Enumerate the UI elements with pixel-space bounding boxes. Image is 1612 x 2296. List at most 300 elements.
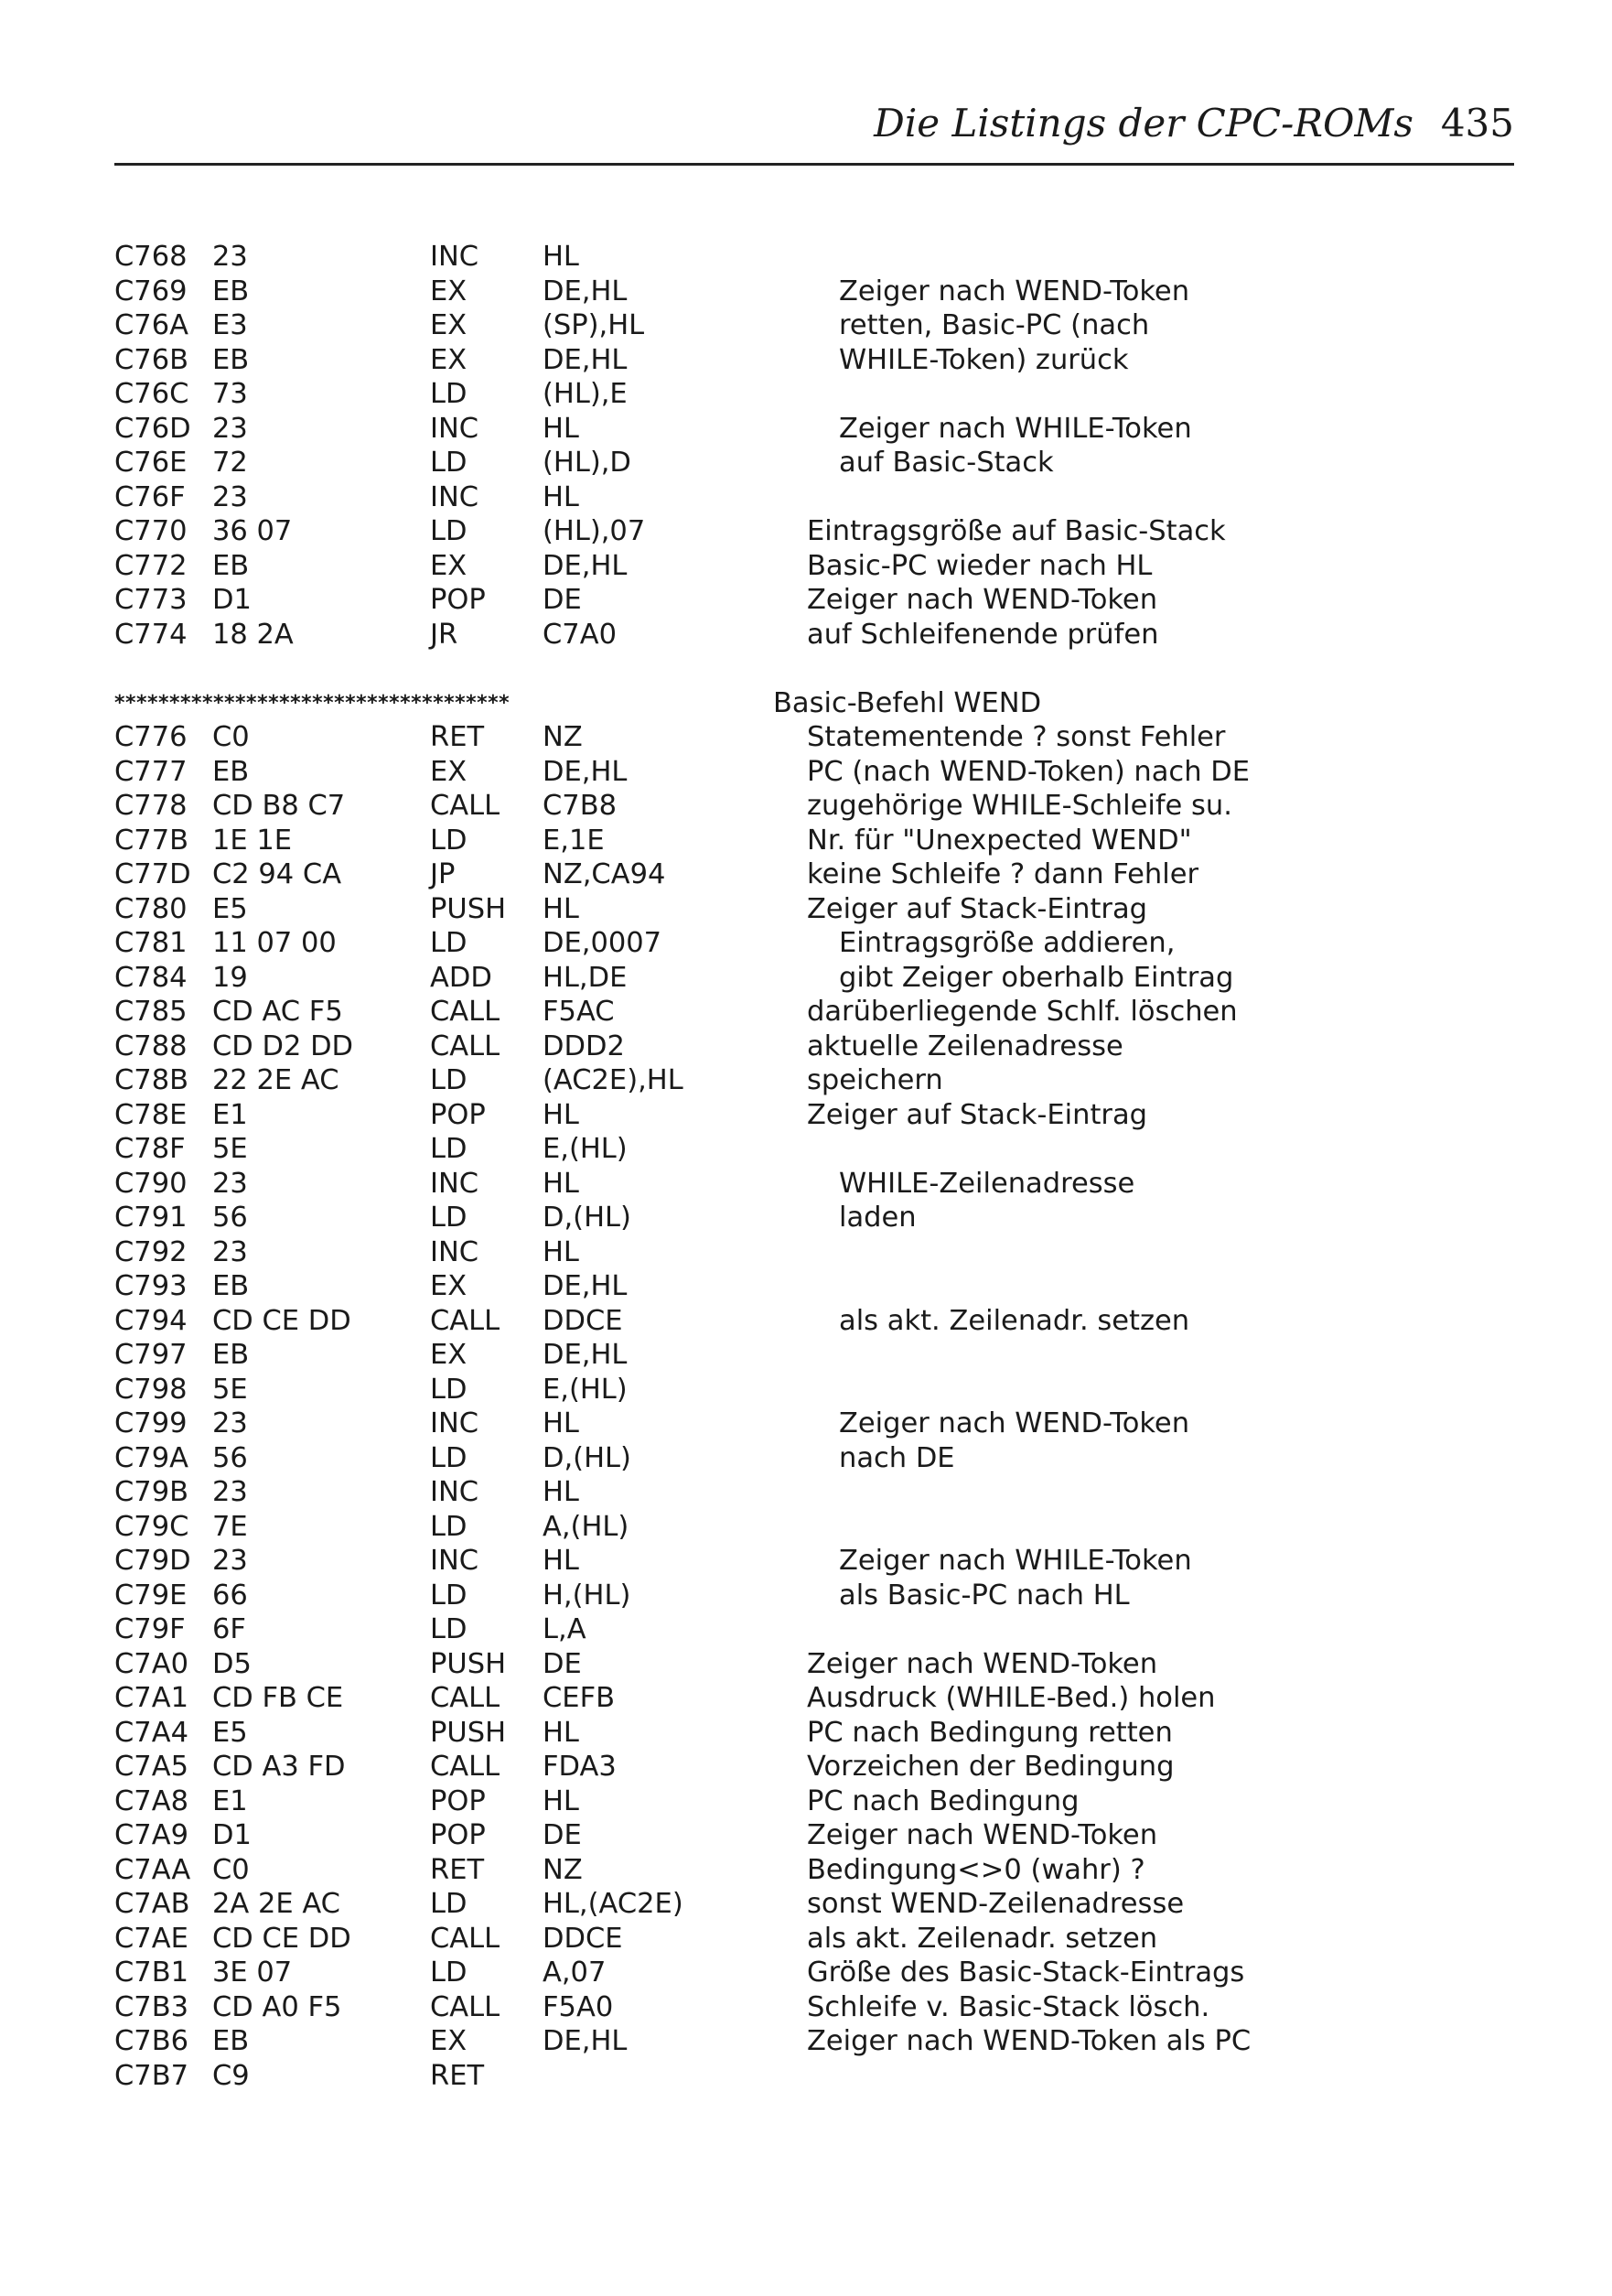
- address: C7A1: [114, 1682, 188, 1714]
- operand: HL: [543, 1407, 579, 1439]
- listing-row: [114, 308, 1542, 343]
- comment: darüberliegende Schlf. löschen: [807, 996, 1238, 1028]
- address: C78B: [114, 1064, 189, 1096]
- opcode-bytes: 2A 2E AC: [212, 1888, 340, 1920]
- header-rule: [114, 163, 1514, 166]
- operand: HL: [543, 241, 579, 273]
- mnemonic: RET: [430, 2059, 485, 2092]
- mnemonic: LD: [430, 1613, 467, 1645]
- operand: NZ: [543, 1853, 583, 1886]
- address: C7A8: [114, 1784, 188, 1817]
- operand: (SP),HL: [543, 309, 645, 341]
- comment: Vorzeichen der Bedingung: [807, 1751, 1175, 1783]
- listing-row: [114, 1441, 1542, 1476]
- opcode-bytes: EB: [212, 1270, 250, 1302]
- opcode-bytes: C0: [212, 1853, 250, 1886]
- opcode-bytes: CD B8 C7: [212, 790, 346, 822]
- mnemonic: JP: [430, 858, 456, 890]
- address: C768: [114, 241, 188, 273]
- comment: Zeiger nach WHILE-Token: [839, 1545, 1192, 1577]
- mnemonic: PUSH: [430, 892, 507, 925]
- mnemonic: INC: [430, 1476, 479, 1508]
- operand: (HL),D: [543, 447, 631, 479]
- operand: DE,HL: [543, 1270, 628, 1302]
- comment: Eintragsgröße auf Basic-Stack: [807, 515, 1226, 547]
- mnemonic: PUSH: [430, 1647, 507, 1680]
- mnemonic: LD: [430, 515, 467, 547]
- address: C78E: [114, 1098, 188, 1131]
- listing-row: [114, 926, 1542, 961]
- listing-row: [114, 1612, 1542, 1647]
- operand: D,(HL): [543, 1202, 631, 1234]
- mnemonic: INC: [430, 1167, 479, 1200]
- opcode-bytes: C2 94 CA: [212, 858, 342, 890]
- address: C774: [114, 618, 188, 651]
- mnemonic: EX: [430, 1339, 467, 1371]
- address: C7AE: [114, 1922, 188, 1955]
- listing-row: [114, 1269, 1542, 1304]
- listing-row: [114, 720, 1542, 755]
- mnemonic: INC: [430, 1235, 479, 1268]
- address: C797: [114, 1339, 188, 1371]
- mnemonic: LD: [430, 1441, 467, 1474]
- opcode-bytes: D1: [212, 584, 252, 616]
- opcode-bytes: E5: [212, 1716, 248, 1749]
- mnemonic: POP: [430, 1098, 486, 1131]
- listing-row: [114, 1956, 1542, 1990]
- operand: HL: [543, 480, 579, 513]
- mnemonic: POP: [430, 1784, 486, 1817]
- operand: A,(HL): [543, 1510, 629, 1543]
- listing-row: [114, 1922, 1542, 1956]
- comment: speichern: [807, 1064, 943, 1096]
- comment: auf Basic-Stack: [839, 447, 1054, 479]
- listing-block-wend: [114, 720, 1542, 2093]
- opcode-bytes: E1: [212, 1098, 248, 1131]
- mnemonic: LD: [430, 927, 467, 959]
- mnemonic: LD: [430, 1888, 467, 1920]
- listing-row: [114, 343, 1542, 378]
- opcode-bytes: 56: [212, 1202, 248, 1234]
- opcode-bytes: CD CE DD: [212, 1304, 351, 1337]
- operand: CEFB: [543, 1682, 616, 1714]
- opcode-bytes: EB: [212, 275, 250, 307]
- operand: NZ: [543, 721, 583, 753]
- mnemonic: CALL: [430, 1029, 500, 1062]
- operand: DE,HL: [543, 2025, 628, 2057]
- section-title: Basic-Befehl WEND: [773, 686, 1042, 719]
- address: C7A0: [114, 1647, 188, 1680]
- operand: E,(HL): [543, 1373, 628, 1406]
- operand: (HL),E: [543, 378, 628, 410]
- address: C7B3: [114, 1990, 189, 2023]
- address: C791: [114, 1202, 188, 1234]
- operand: DE,HL: [543, 275, 628, 307]
- address: C7B6: [114, 2025, 189, 2057]
- listing-block-while: [114, 240, 1542, 652]
- opcode-bytes: 7E: [212, 1510, 248, 1543]
- comment: Eintragsgröße addieren,: [839, 927, 1176, 959]
- opcode-bytes: D5: [212, 1647, 252, 1680]
- assembly-listing: [114, 240, 1542, 2093]
- address: C781: [114, 927, 188, 959]
- listing-row: [114, 1063, 1542, 1098]
- comment: Größe des Basic-Stack-Eintrags: [807, 1956, 1245, 1989]
- operand: HL,DE: [543, 961, 628, 994]
- comment: PC nach Bedingung retten: [807, 1716, 1173, 1749]
- address: C79F: [114, 1613, 186, 1645]
- comment: als akt. Zeilenadr. setzen: [839, 1304, 1190, 1337]
- comment: zugehörige WHILE-Schleife su.: [807, 790, 1232, 822]
- opcode-bytes: C9: [212, 2059, 250, 2092]
- address: C79E: [114, 1579, 188, 1612]
- mnemonic: LD: [430, 1373, 467, 1406]
- operand: F5AC: [543, 996, 615, 1028]
- operand: F5A0: [543, 1990, 614, 2023]
- opcode-bytes: 18 2A: [212, 618, 294, 651]
- mnemonic: CALL: [430, 790, 500, 822]
- page-number: 435: [1440, 101, 1514, 146]
- listing-row: [114, 618, 1542, 652]
- operand: A,07: [543, 1956, 607, 1989]
- mnemonic: LD: [430, 1956, 467, 1989]
- opcode-bytes: 23: [212, 412, 248, 445]
- opcode-bytes: 23: [212, 241, 248, 273]
- mnemonic: EX: [430, 549, 467, 582]
- listing-row: [114, 1853, 1542, 1888]
- operand: E,(HL): [543, 1133, 628, 1165]
- opcode-bytes: E1: [212, 1784, 248, 1817]
- mnemonic: LD: [430, 1510, 467, 1543]
- operand: (HL),07: [543, 515, 646, 547]
- opcode-bytes: 73: [212, 378, 248, 410]
- mnemonic: CALL: [430, 1990, 500, 2023]
- operand: DE: [543, 584, 582, 616]
- address: C7B7: [114, 2059, 189, 2092]
- listing-row: [114, 412, 1542, 447]
- opcode-bytes: EB: [212, 755, 250, 788]
- opcode-bytes: E5: [212, 892, 248, 925]
- mnemonic: EX: [430, 2025, 467, 2057]
- operand: DE,HL: [543, 343, 628, 376]
- operand: H,(HL): [543, 1579, 631, 1612]
- opcode-bytes: 3E 07: [212, 1956, 293, 1989]
- opcode-bytes: 23: [212, 480, 248, 513]
- opcode-bytes: E3: [212, 309, 248, 341]
- listing-row: [114, 1407, 1542, 1441]
- comment: retten, Basic-PC (nach: [839, 309, 1150, 341]
- address: C792: [114, 1235, 188, 1268]
- operand: DE,0007: [543, 927, 662, 959]
- mnemonic: EX: [430, 755, 467, 788]
- mnemonic: CALL: [430, 1682, 500, 1714]
- comment: keine Schleife ? dann Fehler: [807, 858, 1199, 890]
- opcode-bytes: 36 07: [212, 515, 293, 547]
- comment: Statementende ? sonst Fehler: [807, 721, 1226, 753]
- address: C794: [114, 1304, 188, 1337]
- listing-row: [114, 1098, 1542, 1133]
- listing-row: [114, 1338, 1542, 1373]
- listing-row: [114, 995, 1542, 1029]
- mnemonic: CALL: [430, 1922, 500, 1955]
- listing-row: [114, 1681, 1542, 1716]
- address: C776: [114, 721, 188, 753]
- listing-row: [114, 824, 1542, 858]
- mnemonic: LD: [430, 1064, 467, 1096]
- opcode-bytes: 5E: [212, 1373, 248, 1406]
- mnemonic: LD: [430, 1202, 467, 1234]
- opcode-bytes: 23: [212, 1167, 248, 1200]
- opcode-bytes: 23: [212, 1476, 248, 1508]
- operand: HL: [543, 892, 579, 925]
- address: C793: [114, 1270, 188, 1302]
- opcode-bytes: 19: [212, 961, 248, 994]
- address: C7A5: [114, 1751, 188, 1783]
- mnemonic: RET: [430, 721, 485, 753]
- operand: DE,HL: [543, 1339, 628, 1371]
- address: C76F: [114, 480, 186, 513]
- mnemonic: INC: [430, 412, 479, 445]
- mnemonic: LD: [430, 378, 467, 410]
- operand: L,A: [543, 1613, 586, 1645]
- opcode-bytes: 23: [212, 1235, 248, 1268]
- opcode-bytes: 11 07 00: [212, 927, 337, 959]
- comment: Zeiger nach WEND-Token: [807, 1647, 1158, 1680]
- listing-row: [114, 1475, 1542, 1510]
- address: C780: [114, 892, 188, 925]
- listing-row: [114, 1167, 1542, 1202]
- listing-row: [114, 1544, 1542, 1579]
- address: C78F: [114, 1133, 186, 1165]
- comment: PC nach Bedingung: [807, 1784, 1080, 1817]
- comment: auf Schleifenende prüfen: [807, 618, 1159, 651]
- address: C784: [114, 961, 188, 994]
- comment: Zeiger nach WEND-Token: [807, 1819, 1158, 1851]
- operand: FDA3: [543, 1751, 617, 1783]
- listing-row: [114, 1579, 1542, 1613]
- listing-row: [114, 1990, 1542, 2025]
- listing-row: [114, 961, 1542, 996]
- operand: NZ,CA94: [543, 858, 666, 890]
- operand: E,1E: [543, 824, 605, 857]
- operand: HL: [543, 412, 579, 445]
- listing-row: [114, 377, 1542, 412]
- address: C773: [114, 584, 188, 616]
- comment: Ausdruck (WHILE-Bed.) holen: [807, 1682, 1216, 1714]
- operand: HL: [543, 1098, 579, 1131]
- comment: Zeiger auf Stack-Eintrag: [807, 1098, 1148, 1131]
- address: C798: [114, 1373, 188, 1406]
- operand: DE: [543, 1819, 582, 1851]
- address: C790: [114, 1167, 188, 1200]
- comment: WHILE-Token) zurück: [839, 343, 1129, 376]
- operand: HL: [543, 1545, 579, 1577]
- address: C7AA: [114, 1853, 191, 1886]
- address: C769: [114, 275, 188, 307]
- comment: laden: [839, 1202, 917, 1234]
- opcode-bytes: CD CE DD: [212, 1922, 351, 1955]
- comment: Nr. für "Unexpected WEND": [807, 824, 1192, 857]
- mnemonic: LD: [430, 447, 467, 479]
- operand: D,(HL): [543, 1441, 631, 1474]
- comment: Zeiger nach WEND-Token: [839, 1407, 1190, 1439]
- address: C77D: [114, 858, 191, 890]
- address: C778: [114, 790, 188, 822]
- mnemonic: LD: [430, 824, 467, 857]
- comment: Zeiger auf Stack-Eintrag: [807, 892, 1148, 925]
- mnemonic: INC: [430, 480, 479, 513]
- mnemonic: LD: [430, 1133, 467, 1165]
- opcode-bytes: 6F: [212, 1613, 246, 1645]
- opcode-bytes: C0: [212, 721, 250, 753]
- comment: Schleife v. Basic-Stack lösch.: [807, 1990, 1210, 2023]
- operand: DE,HL: [543, 755, 628, 788]
- address: C799: [114, 1407, 188, 1439]
- address: C79A: [114, 1441, 188, 1474]
- operand: C7B8: [543, 790, 618, 822]
- operand: HL: [543, 1716, 579, 1749]
- comment: sonst WEND-Zeilenadresse: [807, 1888, 1185, 1920]
- address: C7A9: [114, 1819, 188, 1851]
- listing-row: [114, 1784, 1542, 1819]
- address: C772: [114, 549, 188, 582]
- address: C7AB: [114, 1888, 190, 1920]
- comment: Zeiger nach WEND-Token: [807, 584, 1158, 616]
- mnemonic: POP: [430, 584, 486, 616]
- address: C788: [114, 1029, 188, 1062]
- opcode-bytes: 5E: [212, 1133, 248, 1165]
- listing-row: [114, 1716, 1542, 1751]
- listing-row: [114, 1304, 1542, 1339]
- listing-row: [114, 1373, 1542, 1407]
- comment: Zeiger nach WEND-Token: [839, 275, 1190, 307]
- listing-row: [114, 583, 1542, 618]
- opcode-bytes: 56: [212, 1441, 248, 1474]
- listing-row: [114, 789, 1542, 824]
- operand: DDCE: [543, 1922, 623, 1955]
- page-header: [114, 92, 1514, 165]
- mnemonic: EX: [430, 343, 467, 376]
- operand: DDCE: [543, 1304, 623, 1337]
- address: C76B: [114, 343, 189, 376]
- opcode-bytes: EB: [212, 343, 250, 376]
- listing-row: [114, 1887, 1542, 1922]
- address: C79B: [114, 1476, 189, 1508]
- address: C777: [114, 755, 188, 788]
- listing-row: [114, 240, 1542, 275]
- mnemonic: EX: [430, 275, 467, 307]
- listing-row: [114, 1132, 1542, 1167]
- comment: Zeiger nach WHILE-Token: [839, 412, 1192, 445]
- listing-row: [114, 755, 1542, 790]
- comment: als akt. Zeilenadr. setzen: [807, 1922, 1158, 1955]
- mnemonic: PUSH: [430, 1716, 507, 1749]
- opcode-bytes: 23: [212, 1407, 248, 1439]
- opcode-bytes: EB: [212, 1339, 250, 1371]
- mnemonic: EX: [430, 309, 467, 341]
- address: C76D: [114, 412, 191, 445]
- listing-row: [114, 2024, 1542, 2059]
- comment: aktuelle Zeilenadresse: [807, 1029, 1123, 1062]
- address: C76A: [114, 309, 188, 341]
- operand: DE: [543, 1647, 582, 1680]
- opcode-bytes: 72: [212, 447, 248, 479]
- address: C79C: [114, 1510, 189, 1543]
- comment: gibt Zeiger oberhalb Eintrag: [839, 961, 1234, 994]
- address: C76E: [114, 447, 188, 479]
- mnemonic: CALL: [430, 1304, 500, 1337]
- address: C77B: [114, 824, 189, 857]
- mnemonic: POP: [430, 1819, 486, 1851]
- comment: Bedingung<>0 (wahr) ?: [807, 1853, 1145, 1886]
- section-header: [114, 686, 1542, 721]
- operand: HL: [543, 1476, 579, 1508]
- address: C76C: [114, 378, 189, 410]
- opcode-bytes: CD D2 DD: [212, 1029, 354, 1062]
- operand: HL: [543, 1784, 579, 1817]
- mnemonic: JR: [430, 618, 458, 651]
- mnemonic: LD: [430, 1579, 467, 1612]
- address: C770: [114, 515, 188, 547]
- running-title: Die Listings der CPC-ROMs: [874, 101, 1413, 146]
- mnemonic: INC: [430, 1545, 479, 1577]
- listing-row: [114, 1818, 1542, 1853]
- mnemonic: CALL: [430, 1751, 500, 1783]
- mnemonic: INC: [430, 1407, 479, 1439]
- opcode-bytes: 22 2E AC: [212, 1064, 339, 1096]
- mnemonic: INC: [430, 241, 479, 273]
- operand: HL: [543, 1235, 579, 1268]
- address: C79D: [114, 1545, 191, 1577]
- address: C7B1: [114, 1956, 189, 1989]
- listing-row: [114, 857, 1542, 892]
- separator-stars: ************************************: [114, 691, 510, 715]
- opcode-bytes: 23: [212, 1545, 248, 1577]
- listing-row: [114, 275, 1542, 309]
- listing-row: [114, 1647, 1542, 1682]
- blank-line: [114, 652, 1542, 686]
- operand: DE,HL: [543, 549, 628, 582]
- listing-row: [114, 549, 1542, 584]
- listing-row: [114, 1750, 1542, 1784]
- comment: nach DE: [839, 1441, 955, 1474]
- opcode-bytes: CD A3 FD: [212, 1751, 346, 1783]
- operand: C7A0: [543, 618, 617, 651]
- comment: PC (nach WEND-Token) nach DE: [807, 755, 1250, 788]
- listing-row: [114, 446, 1542, 480]
- listing-row: [114, 514, 1542, 549]
- mnemonic: CALL: [430, 996, 500, 1028]
- address: C7A4: [114, 1716, 188, 1749]
- opcode-bytes: CD A0 F5: [212, 1990, 342, 2023]
- listing-row: [114, 1510, 1542, 1545]
- opcode-bytes: 66: [212, 1579, 248, 1612]
- mnemonic: EX: [430, 1270, 467, 1302]
- listing-row: [114, 2059, 1542, 2094]
- operand: HL,(AC2E): [543, 1888, 683, 1920]
- listing-row: [114, 1201, 1542, 1235]
- comment: WHILE-Zeilenadresse: [839, 1167, 1135, 1200]
- mnemonic: ADD: [430, 961, 492, 994]
- operand: (AC2E),HL: [543, 1064, 683, 1096]
- opcode-bytes: EB: [212, 549, 250, 582]
- mnemonic: RET: [430, 1853, 485, 1886]
- opcode-bytes: EB: [212, 2025, 250, 2057]
- listing-row: [114, 480, 1542, 515]
- comment: Zeiger nach WEND-Token als PC: [807, 2025, 1252, 2057]
- listing-row: [114, 892, 1542, 927]
- listing-row: [114, 1235, 1542, 1270]
